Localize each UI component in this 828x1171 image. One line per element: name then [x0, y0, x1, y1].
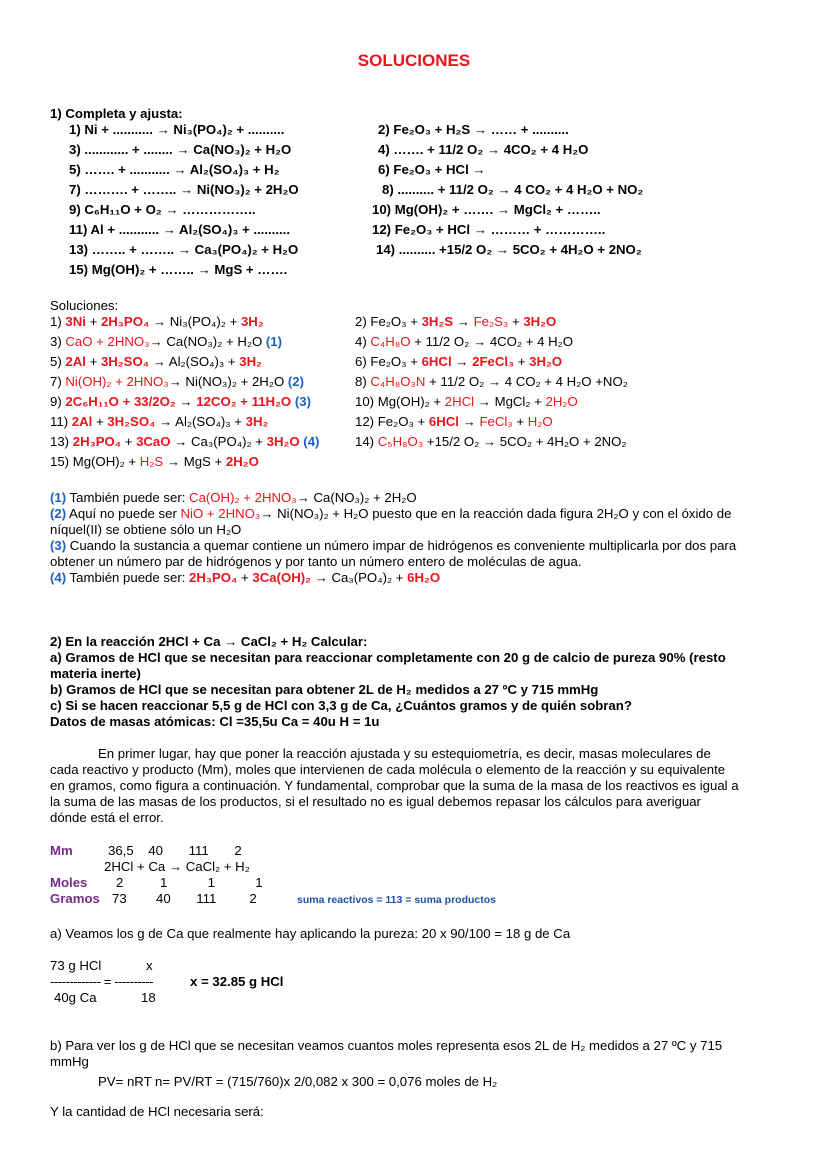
intro-paragraph-line: En primer lugar, hay que poner la reacción ajustada y su estequiometría, es decir, masas moleculares de: [98, 746, 711, 761]
solution-line: 15) Mg(OH)₂ + H₂S → MgS + 2H₂O: [50, 454, 259, 469]
solution-line: 7) Ni(OH)₂ + 2HNO₃→ Ni(NO₃)₂ + 2H₂O (2): [50, 374, 304, 389]
exercise-line: 10) Mg(OH)₂ + ……. → MgCl₂ + ……..: [372, 202, 601, 217]
solution-line: 6) Fe₂O₃ + 6HCl → 2FeCl₃ + 3H₂O: [355, 354, 563, 369]
exercise-2-part-a-continued: materia inerte): [50, 666, 141, 681]
solution-line: 10) Mg(OH)₂ + 2HCl → MgCl₂ + 2H₂O: [355, 394, 578, 409]
part-a-text: a) Veamos los g de Ca que realmente hay aplicando la pureza: 20 x 90/100 = 18 g de Ca: [50, 926, 571, 941]
solution-line: 1) 3Ni + 2H₃PO₄ → Ni₃(PO₄)₂ + 3H₂: [50, 314, 264, 329]
exercise-line: 4) ……. + 11/2 O₂ → 4CO₂ + 4 H₂O: [378, 142, 589, 157]
mm-values: 36,5 40 111 2: [108, 843, 242, 858]
intro-paragraph-line: cada reactivo y producto (Mm), moles que intervienen de cada molécula o elemento de la reacción y su equivalente: [50, 762, 726, 777]
part-b-text: b) Para ver los g de HCl que se necesitan veamos cuantos moles representa esos 2L de H₂ medidos a 27 ºC y 715: [50, 1038, 723, 1053]
note-3: (3) Cuando la sustancia a quemar contiene un número impar de hidrógenos es conveniente multiplicarla por dos para: [50, 538, 737, 553]
exercise-2-part-a: a) Gramos de HCl que se necesitan para reaccionar completamente con 20 g de calcio de pureza 90% (resto: [50, 650, 726, 665]
exercise-line: 12) Fe₂O₃ + HCl → ……… + …………..: [372, 222, 606, 237]
exercise-line: 8) .......... + 11/2 O₂ → 4 CO₂ + 4 H₂O + NO₂: [382, 182, 644, 197]
exercise-line: 14) .......... +15/2 O₂ → 5CO₂ + 4H₂O + 2NO₂: [376, 242, 642, 257]
exercise-line: 5) ……. + ........... → Al₂(SO₄)₃ + H₂: [69, 162, 280, 177]
exercise-2-part-b: b) Gramos de HCl que se necesitan para obtener 2L de H₂ medidos a 27 ºC y 715 mmHg: [50, 682, 599, 697]
solution-line: 14) C₅H₈O₃ +15/2 O₂ → 5CO₂ + 4H₂O + 2NO₂: [355, 434, 627, 449]
part-a-result: x = 32.85 g HCl: [190, 974, 284, 989]
proportion-numerator-left: 73 g HCl: [50, 958, 102, 973]
note-2-continued: níquel(II) se obtiene sólo un H₂O: [50, 522, 242, 537]
note-1: (1) También puede ser: Ca(OH)₂ + 2HNO₃→ Ca(NO₃)₂ + 2H₂O: [50, 490, 417, 505]
solution-line: 3) CaO + 2HNO₃→ Ca(NO₃)₂ + H₂O (1): [50, 334, 283, 349]
gramos-label: Gramos: [50, 891, 100, 906]
solution-line: 4) C₄H₈O + 11/2 O₂ → 4CO₂ + 4 H₂O: [355, 334, 573, 349]
atomic-masses: Datos de masas atómicas: Cl =35,5u Ca = 40u H = 1u: [50, 714, 380, 729]
solution-line: 13) 2H₃PO₄ + 3CaO → Ca₃(PO₄)₂ + 3H₂O (4): [50, 434, 320, 449]
proportion-numerator-right: x: [146, 958, 153, 973]
exercise-line: 6) Fe₂O₃ + HCl →: [378, 162, 486, 177]
note-3-continued: obtener un número par de hidrógenos y por tanto un número entero de moléculas de agua.: [50, 554, 582, 569]
exercise-line: 1) Ni + ........... → Ni₃(PO₄)₂ + ..........: [69, 122, 285, 137]
exercise-line: 3) ............ + ........ → Ca(NO₃)₂ + H₂O: [69, 142, 292, 157]
solution-line: 12) Fe₂O₃ + 6HCl → FeCl₃ + H₂O: [355, 414, 553, 429]
moles-label: Moles: [50, 875, 88, 890]
gramos-values: 73 40 111 2: [112, 891, 257, 906]
exercise-2-statement: 2) En la reacción 2HCl + Ca → CaCl₂ + H₂ Calcular:: [50, 634, 368, 649]
proportion-dashes: ------------- = ----------: [50, 974, 154, 989]
closing-line: Y la cantidad de HCl necesaria será:: [50, 1104, 264, 1119]
solution-line: 8) C₄H₈O₃N + 11/2 O₂ → 4 CO₂ + 4 H₂O +NO₂: [355, 374, 628, 389]
exercise-line: 15) Mg(OH)₂ + …….. → MgS + …….: [69, 262, 288, 277]
mm-label: Mm: [50, 843, 73, 858]
page-title: SOLUCIONES: [357, 51, 471, 70]
solution-line: 11) 2Al + 3H₂SO₄ → Al₂(SO₄)₃ + 3H₂: [50, 414, 269, 429]
solution-line: 5) 2Al + 3H₂SO₄ → Al₂(SO₄)₃ + 3H₂: [50, 354, 262, 369]
balanced-reaction: 2HCl + Ca → CaCl₂ + H₂: [104, 859, 250, 874]
mass-balance-note: suma reactivos = 113 = suma productos: [297, 894, 497, 906]
note-2: (2) Aquí no puede ser NiO + 2HNO₃→ Ni(NO₃)₂ + H₂O puesto que en la reacción dada figura 2H₂O y con el óxido de: [50, 506, 732, 521]
intro-paragraph-line: la suma de las masas de los productos, si el resultado no es igual debemos repasar los cálculos para averiguar: [50, 794, 701, 809]
exercise-line: 13) …….. + …….. → Ca₃(PO₄)₂ + H₂O: [69, 242, 299, 257]
intro-paragraph-line: dónde está el error.: [50, 810, 164, 825]
moles-values: 2 1 1 1: [116, 875, 263, 890]
solution-line: 9) 2C₆H₁₁O + 33/2O₂ → 12CO₂ + 11H₂O (3): [50, 394, 311, 409]
exercise-2-part-c: c) Si se hacen reaccionar 5,5 g de HCl con 3,3 g de Ca, ¿Cuántos gramos y de quién sobran?: [50, 698, 632, 713]
ideal-gas-formula: PV= nRT n= PV/RT = (715/760)x 2/0,082 x 300 = 0,076 moles de H₂: [98, 1074, 498, 1089]
exercise-1-heading: 1) Completa y ajusta:: [50, 106, 183, 121]
note-4: (4) También puede ser: 2H₃PO₄ + 3Ca(OH)₂ → Ca₃(PO₄)₂ + 6H₂O: [50, 570, 441, 585]
proportion-denominator-right: 18: [141, 990, 156, 1005]
intro-paragraph-line: en gramos, como figura a continuación. Y fundamental, comprobar que la suma de la masa de los reactivos es igual a: [50, 778, 739, 793]
solutions-heading: Soluciones:: [50, 298, 119, 313]
exercise-line: 2) Fe₂O₃ + H₂S → …… + ..........: [378, 122, 569, 137]
solution-line: 2) Fe₂O₃ + 3H₂S → Fe₂S₃ + 3H₂O: [355, 314, 557, 329]
exercise-line: 9) C₆H₁₁O + O₂ → ……………..: [69, 202, 256, 217]
exercise-line: 7) ………. + …….. → Ni(NO₃)₂ + 2H₂O: [69, 182, 299, 197]
exercise-line: 11) Al + ........... → Al₂(SO₄)₃ + ..........: [69, 222, 290, 237]
proportion-denominator-left: 40g Ca: [54, 990, 97, 1005]
part-b-text-continued: mmHg: [50, 1054, 89, 1069]
